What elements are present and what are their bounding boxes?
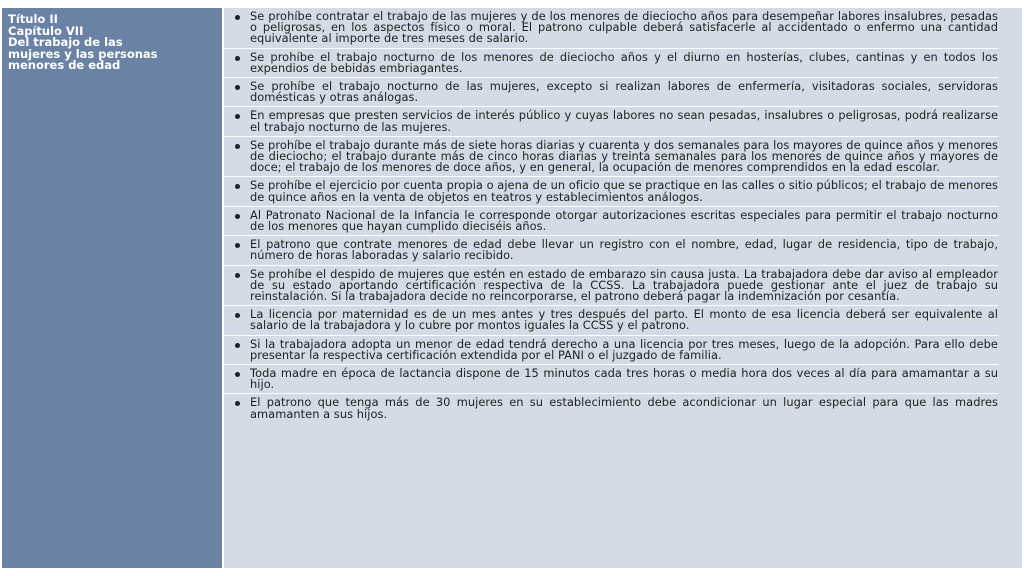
heading-description-line: mujeres y las personas: [8, 46, 158, 61]
list-item-text: La licencia por maternidad es de un mes antes y tres después del parto. El monto de esa licencia deberá ser equivalente al salario de la trabajadora y lo cubre por montos iguales la CCSS y el patrono.: [250, 307, 998, 333]
list-item-text: El patrono que tenga más de 30 mujeres en su establecimiento debe acondicionar un lugar especial para que las madres amamanten a sus hijos.: [250, 395, 998, 421]
list-item-text: En empresas que presten servicios de interés público y cuyas labores no sean pesadas, insalubres o peligrosas, podrá realizarse el trabajo nocturno de las mujeres.: [250, 108, 998, 134]
bullet-icon: [235, 401, 240, 406]
list-item-text: Se prohíbe el trabajo nocturno de las mujeres, excepto si realizan labores de enfermería, visitadoras sociales, servidoras domésticas y otras análogas.: [250, 79, 998, 105]
list-item: [224, 394, 998, 422]
bullet-icon: [235, 114, 240, 119]
legal-table: [2, 8, 1022, 568]
bullet-icon: [235, 184, 240, 189]
bullet-icon: [235, 15, 240, 20]
list-item-text: Se prohíbe el ejercicio por cuenta propia o ajena de un oficio que se practique en las calles o sitio públicos; el trabajo de menores de quince años en la venta de objetos en teatros y establecimientos análogos.: [250, 178, 998, 204]
list-item: [224, 78, 998, 107]
heading-description-line: menores de edad: [8, 58, 121, 72]
list-item: [224, 236, 998, 265]
list-item: [224, 365, 998, 394]
heading-title: Título II: [8, 12, 58, 26]
list-item: [224, 8, 998, 49]
list-item-text: Se prohíbe el despido de mujeres que estén en estado de embarazo sin causa justa. La trabajadora debe dar aviso al empleador de su estado aportando certificación respectiva de la CCSS. La trabajadora puede gestionar ante el juez de trabajo su reinstalación. Si la trabajadora decide no reincorporarse, el patrono deberá pagar la indemnización por cesantía.: [250, 266, 998, 304]
bullet-icon: [235, 214, 240, 219]
bullet-icon: [235, 343, 240, 348]
list-item: [224, 336, 998, 365]
section-heading-cell: [2, 8, 224, 568]
bullet-icon: [235, 243, 240, 248]
list-item: [224, 207, 998, 236]
heading-chapter: Capítulo VII: [8, 23, 84, 38]
bullet-icon: [235, 313, 240, 318]
list-item-text: Se prohíbe el trabajo durante más de siete horas diarias y cuarenta y dos semanales para los mayores de quince años y menores de dieciocho; el trabajo durante más de cinco horas diarias y treinta semanales para los menores de quince años y mayores de doce; el trabajo de los menores de doce años, y en general, la ocupación de menores comprendidos en la edad escolar.: [250, 137, 998, 175]
list-item-text: El patrono que contrate menores de edad debe llevar un registro con el nombre, edad, lugar de residencia, tipo de trabajo, número de horas laboradas y salario recibido.: [250, 237, 998, 263]
list-item: [224, 177, 998, 206]
list-item: [224, 266, 998, 307]
bullet-icon: [235, 56, 240, 61]
bullet-icon: [235, 372, 240, 377]
bullet-icon: [235, 273, 240, 278]
list-item-text: Si la trabajadora adopta un menor de edad tendrá derecho a una licencia por tres meses, luego de la adopción. Para ello debe presentar la respectiva certificación extendida por el PANI o el juzgado de familia.: [250, 336, 998, 362]
list-item-text: Se prohíbe contratar el trabajo de las mujeres y de los menores de dieciocho años para desempeñar labores insalubres, pesadas o peligrosas, en los aspectos físico o moral. El patrono culpable deberá satisfacerle al accidentado o enfermo una cantidad equivalente al importe de tres meses de salario.: [250, 9, 998, 46]
heading-description-line: Del trabajo de las: [8, 35, 123, 49]
rules-list: [224, 8, 1022, 568]
list-item: [224, 306, 998, 335]
bullet-icon: [235, 85, 240, 90]
list-item: [224, 49, 998, 78]
list-item-text: Al Patronato Nacional de la Infancia le corresponde otorgar autorizaciones escritas especiales para permitir el trabajo nocturno de los menores que hayan cumplido dieciséis años.: [250, 207, 998, 234]
list-item: [224, 137, 998, 178]
list-item: [224, 107, 998, 136]
list-item-text: Se prohíbe el trabajo nocturno de los menores de dieciocho años y el diurno en hosterías, clubes, cantinas y en todos los expendios de bebidas embriagantes.: [250, 49, 998, 75]
list-item-text: Toda madre en época de lactancia dispone de 15 minutos cada tres horas o media hora dos veces al día para amamantar a su hijo.: [250, 366, 998, 392]
bullet-icon: [235, 144, 240, 149]
